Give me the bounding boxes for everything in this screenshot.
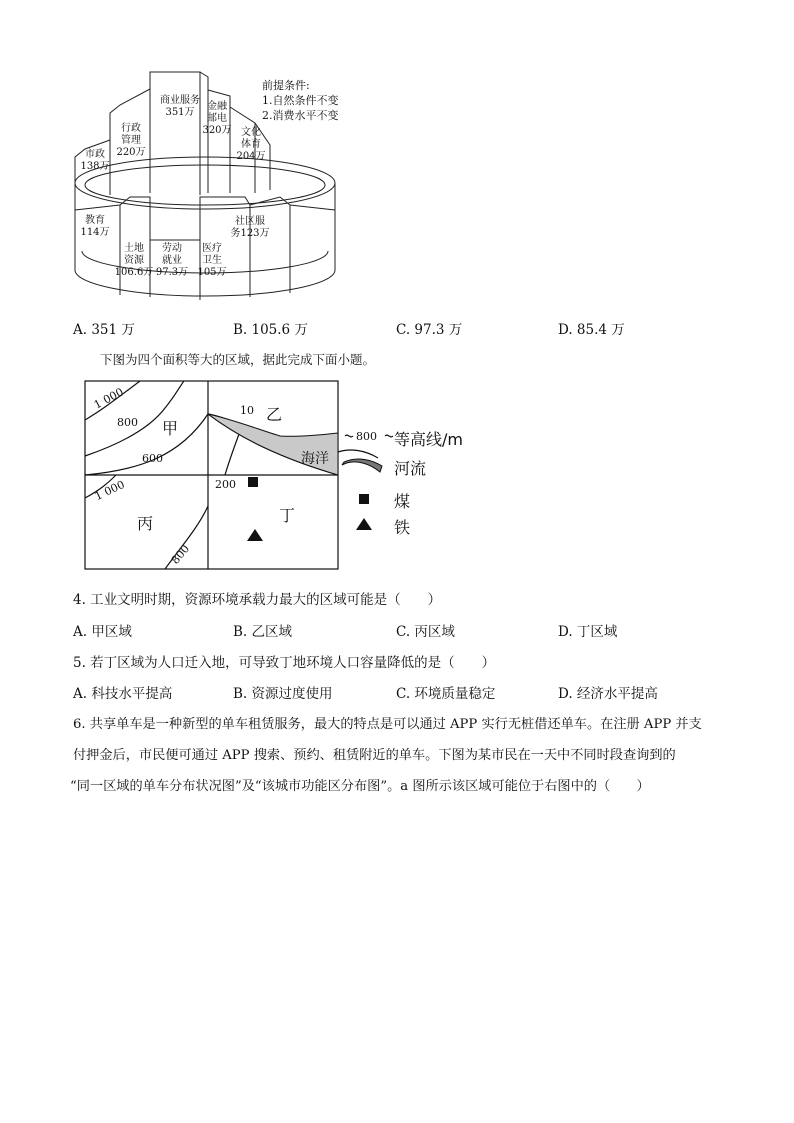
q3-option-b: B. 105.6 万 [233,322,308,338]
legend-river-icon [342,459,382,472]
q6-line-2: 付押金后，市民便可通过 APP 搜索、预约、租赁附近的单车。下图为某市民在一天中不同时段查询到的 [73,748,676,763]
region-jia: 甲 [162,419,179,438]
region-yi: 乙 [266,405,283,424]
contour-label-600: 600 [142,452,163,465]
municipal-label: 市政 [85,149,105,160]
finance-value: 320万 [202,125,232,136]
region-ding: 丁 [279,506,296,525]
legend-contour-label: 等高线/m [394,430,463,449]
contour-label-800-upper: 800 [117,416,138,429]
q5-option-b: B. 资源过度使用 [233,686,333,702]
admin-label-1: 行政 [121,123,141,134]
q5-stem: 5. 若丁区域为人口迁入地，可导致丁地环境人口容量降低的是（ ） [73,655,496,671]
legend-river-label: 河流 [394,459,427,478]
q3-option-a: A. 351 万 [73,322,135,338]
premise-item-1: 1.自然条件不变 [262,94,339,107]
premise-title: 前提条件: [262,79,310,92]
region-bing: 丙 [137,514,154,533]
contour-label-800-lower: 800 [168,542,193,567]
legend-coal-icon [359,494,369,504]
commerce-label: 商业服务 [160,95,200,106]
culture-value: 204万 [236,151,266,162]
land-label-1: 土地 [124,243,144,254]
finance-label-2: 邮电 [207,113,227,124]
cylinder-top-inner [85,165,325,205]
legend-coal-label: 煤 [394,492,411,511]
contour-label-1000-upper: 1 000 [91,385,126,412]
q5-option-d: D. 经济水平提高 [558,686,658,702]
admin-label-2: 管理 [121,135,141,146]
q6-line-3: “同一区域的单车分布状况图”及“该城市功能区分布图”。a 图所示该区域可能位于右图中的（ ） [70,779,650,794]
coal-symbol [248,477,258,487]
commerce-value: 351万 [165,107,195,118]
legend-contour-value: 800 [356,430,377,443]
q3-option-d: D. 85.4 万 [558,322,625,338]
contour-label-1000-lower: 1 000 [92,477,127,504]
community-label: 社区服 [235,216,265,227]
labor-label-1: 劳动 [162,243,182,254]
admin-value: 220万 [116,147,146,158]
legend-iron-icon [356,518,372,530]
municipal-value: 138万 [80,161,110,172]
labor-value: 97.3万 [155,267,189,278]
contour-label-10: 10 [240,404,254,417]
contour-600 [85,414,208,475]
education-label: 教育 [85,215,105,226]
q4-option-b: B. 乙区域 [233,624,293,640]
medical-label-2: 卫生 [202,255,222,266]
q6-line-1: 6. 共享单车是一种新型的单车租赁服务，最大的特点是可以通过 APP 实行无桩借还单车。在注册 APP 并支 [73,717,702,732]
finance-label-1: 金融 [207,101,227,112]
intro-text: 下图为四个面积等大的区域，据此完成下面小题。 [100,352,376,367]
q4-stem: 4. 工业文明时期，资源环境承载力最大的区域可能是（ ） [73,592,442,608]
q4-option-c: C. 丙区域 [396,624,455,640]
iron-symbol [247,529,263,541]
culture-label-2: 体育 [241,139,261,150]
education-value: 114万 [80,227,110,238]
legend-iron-label: 铁 [394,518,411,537]
medical-label-1: 医疗 [202,243,222,254]
q5-option-c: C. 环境质量稳定 [396,686,496,702]
ocean-label: 海洋 [301,451,329,467]
q3-option-c: C. 97.3 万 [396,322,463,338]
q4-option-a: A. 甲区域 [73,624,132,640]
river [338,450,378,458]
culture-label-1: 文化 [241,127,261,138]
community-value: 务123万 [230,228,270,239]
contour-label-200: 200 [215,478,236,491]
land-label-2: 资源 [124,255,144,266]
medical-value: 105万 [197,267,227,278]
premise-item-2: 2.消费水平不变 [262,109,339,122]
land-value: 106.6万 [114,267,154,278]
q5-option-a: A. 科技水平提高 [73,686,173,702]
labor-label-2: 就业 [162,255,182,266]
q4-option-d: D. 丁区域 [558,624,618,640]
